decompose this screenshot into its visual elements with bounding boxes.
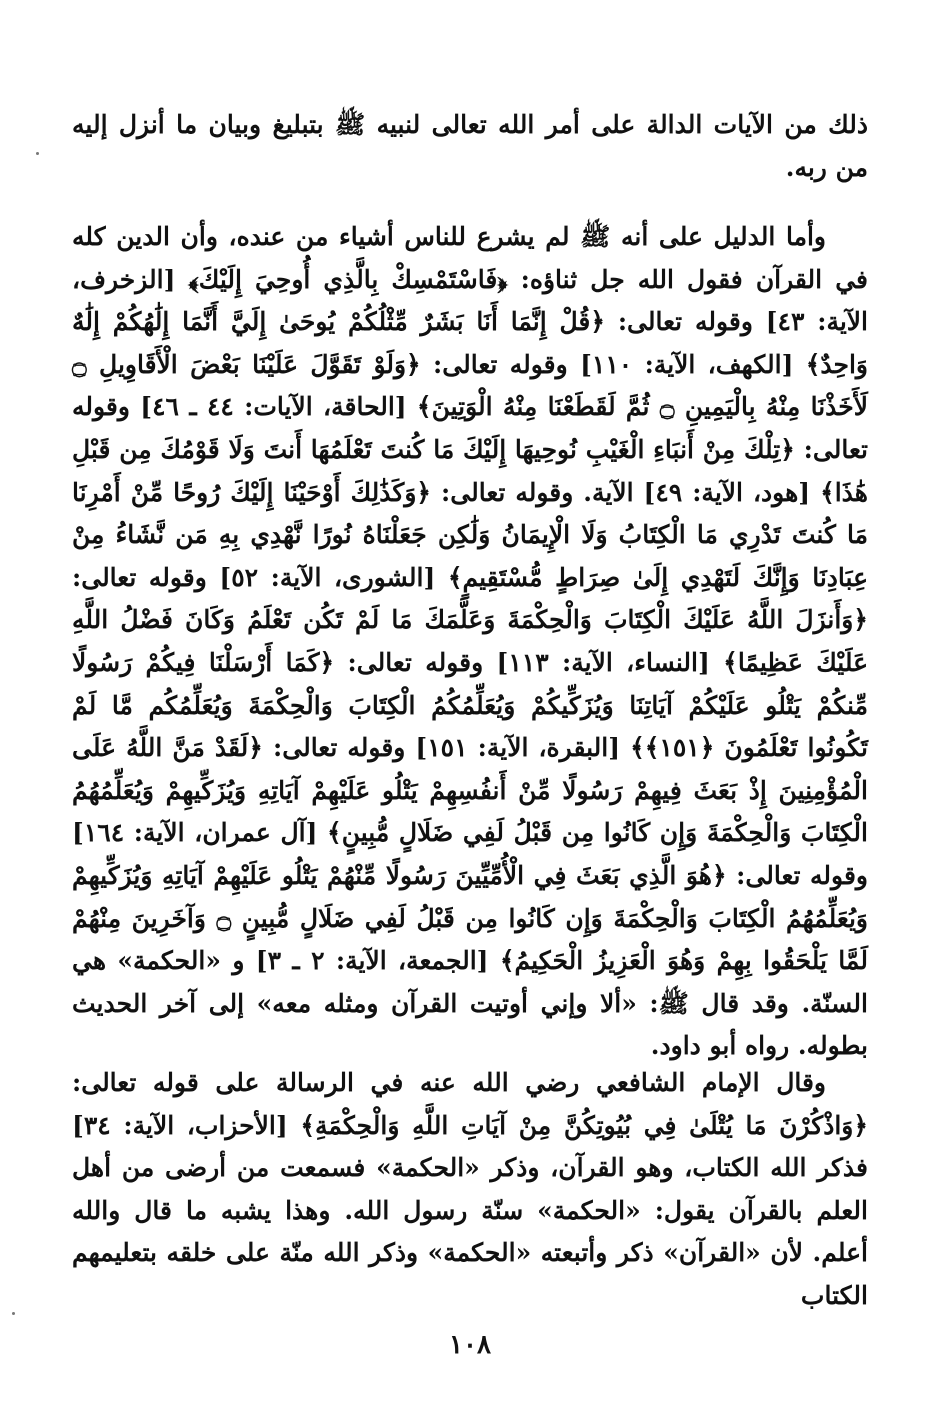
paragraph-intro-ending: ذلك من الآيات الدالة على أمر الله تعالى لنبيه ﷺ بتبليغ وبيان ما أنزل إليه من ربه. [72,110,868,182]
page-number: ١٠٨ [449,1330,491,1360]
paragraph-evidence-quran: وأما الدليل على أنه ﷺ لم يشرع للناس أشياء من عنده، وأن الدين كله في القرآن فقول الله جل ثناؤه: ﴿فَاسْتَمْسِكْ بِالَّذِي أُوحِيَ إِلَيْكَ﴾ [الزخرف، الآية: ٤٣] وقوله تعالى: ﴿قُلْ إِنَّمَا أَنَا بَشَرٌ مِّثْلُكُمْ يُوحَىٰ إِلَيَّ أَنَّمَا إِلَٰهُكُمْ إِلَٰهٌ وَاحِدٌ﴾ [الكهف، الآية: ١١٠] وقوله تعالى: ﴿وَلَوْ تَقَوَّلَ عَلَيْنَا بَعْضَ الْأَقَاوِيلِ ۝ لَأَخَذْنَا مِنْهُ بِالْيَمِينِ ۝ ثُمَّ لَقَطَعْنَا مِنْهُ الْوَتِينَ﴾ [الحاقة، الآيات: ٤٤ ـ ٤٦] وقوله تعالى: ﴿تِلْكَ مِنْ أَنبَاءِ الْغَيْبِ نُوحِيهَا إِلَيْكَ مَا كُنتَ تَعْلَمُهَا أَنتَ وَلَا قَوْمُكَ مِن قَبْلِ هَٰذَا﴾ [هود، الآية: ٤٩] الآية. وقوله تعالى: ﴿وَكَذَٰلِكَ أَوْحَيْنَا إِلَيْكَ رُوحًا مِّنْ أَمْرِنَا مَا كُنتَ تَدْرِي مَا الْكِتَابُ وَلَا الْإِيمَانُ وَلَٰكِن جَعَلْنَاهُ نُورًا نَّهْدِي بِهِ مَن نَّشَاءُ مِنْ عِبَادِنَا وَإِنَّكَ لَتَهْدِي إِلَىٰ صِرَاطٍ مُّسْتَقِيمٍ﴾ [الشورى، الآية: ٥٢] وقوله تعالى: ﴿وَأَنزَلَ اللَّهُ عَلَيْكَ الْكِتَابَ وَالْحِكْمَةَ وَعَلَّمَكَ مَا لَمْ تَكُن تَعْلَمُ وَكَانَ فَضْلُ اللَّهِ عَلَيْكَ عَظِيمًا﴾ [النساء، الآية: ١١٣] وقوله تعالى: ﴿كَمَا أَرْسَلْنَا فِيكُمْ رَسُولًا مِّنكُمْ يَتْلُو عَلَيْكُمْ آيَاتِنَا وَيُزَكِّيكُمْ وَيُعَلِّمُكُمُ الْكِتَابَ وَالْحِكْمَةَ وَيُعَلِّمُكُم مَّا لَمْ تَكُونُوا تَعْلَمُونَ ﴿١٥١﴾﴾ [البقرة، الآية: ١٥١] وقوله تعالى: ﴿لَقَدْ مَنَّ اللَّهُ عَلَى الْمُؤْمِنِينَ إِذْ بَعَثَ فِيهِمْ رَسُولًا مِّنْ أَنفُسِهِمْ يَتْلُو عَلَيْهِمْ آيَاتِهِ وَيُزَكِّيهِمْ وَيُعَلِّمُهُمُ الْكِتَابَ وَالْحِكْمَةَ وَإِن كَانُوا مِن قَبْلُ لَفِي ضَلَالٍ مُّبِينٍ﴾ [آل عمران، الآية: ١٦٤] وقوله تعالى: ﴿هُوَ الَّذِي بَعَثَ فِي الْأُمِّيِّينَ رَسُولًا مِّنْهُمْ يَتْلُو عَلَيْهِمْ آيَاتِهِ وَيُزَكِّيهِمْ وَيُعَلِّمُهُمُ الْكِتَابَ وَالْحِكْمَةَ وَإِن كَانُوا مِن قَبْلُ لَفِي ضَلَالٍ مُّبِينٍ ۝ وَآخَرِينَ مِنْهُمْ لَمَّا يَلْحَقُوا بِهِمْ وَهُوَ الْعَزِيزُ الْحَكِيمُ﴾ [الجمعة، الآية: ٢ ـ ٣] و «الحكمة» هي السنّة. وقد قال ﷺ: «ألا وإني أوتيت القرآن ومثله معه» إلى آخر الحديث بطوله. رواه أبو داود. [72,222,869,1061]
paragraph-shafii-quote: وقال الإمام الشافعي رضي الله عنه في الرسالة على قوله تعالى: ﴿وَاذْكُرْنَ مَا يُتْلَىٰ فِي بُيُوتِكُنَّ مِنْ آيَاتِ اللَّهِ وَالْحِكْمَةِ﴾ [الأحزاب، الآية: ٣٤] فذكر الله الكتاب، وهو القرآن، وذكر «الحكمة» فسمعت من أرضى من أهل العلم بالقرآن يقول: «الحكمة» سنّة رسول الله. وهذا يشبه ما قال والله أعلم. لأن «القرآن» ذكر وأتبعته «الحكمة» وذكر الله منّة على خلقه بتعليمهم الكتاب [72,1068,868,1310]
scan-speck [36,152,39,155]
book-page [72,104,868,1404]
scan-speck [12,1312,15,1315]
